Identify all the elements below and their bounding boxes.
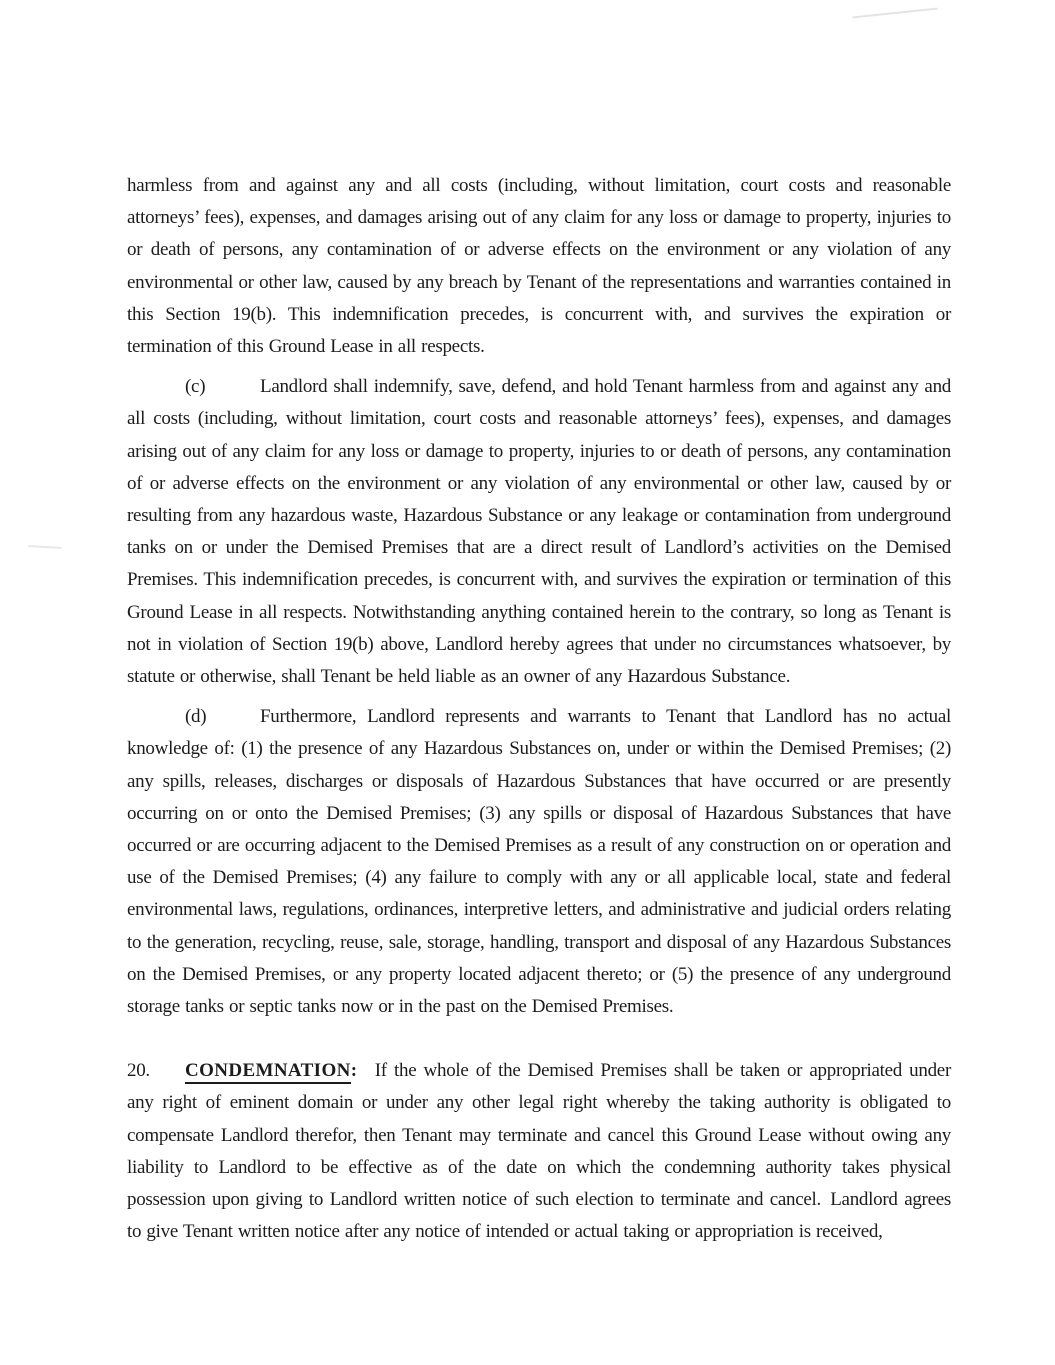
section-20-heading: CONDEMNATION (185, 1060, 351, 1084)
paragraph-19d (127, 701, 951, 1023)
paragraph-19b-continuation: harmless from and against any and all costs (including, without limitation, court costs and reasonable attorneys’ fees), expenses, and damages arising out of any claim for any loss or damage to property, injuries to or death of persons, any contamination of or adverse effects on the environment or any violation of any environmental or other law, caused by any breach by Tenant of the representations and warranties contained in this Section 19(b). This indemnification precedes, is concurrent with, and survives the expiration or termination of this Ground Lease in all respects. (127, 175, 951, 358)
scan-artifact (28, 545, 62, 549)
paragraph-19d-label: (d) (185, 706, 207, 728)
paragraph-19d-text: Furthermore, Landlord represents and warrants to Tenant that Landlord has no actual knowledge of: (1) the presence of any Hazardous Substances on, under or within the Demised Premises; (2) any spills, releases, discharges or disposals of Hazardous Substances that have occurred or are presently occurring on or onto the Demised Premises; (3) any spills or disposal of Hazardous Substances that have occurred or are occurring adjacent to the Demised Premises as a result of any construction on or operation and use of the Demised Premises; (4) any failure to comply with any or all applicable local, state and federal environmental laws, regulations, ordinances, interpretive letters, and administrative and judicial orders relating to the generation, recycling, reuse, sale, storage, handling, transport and disposal of any Hazardous Substances on the Demised Premises, or any property located adjacent thereto; or (5) the presence of any underground storage tanks or septic tanks now or in the past on the Demised Premises. (127, 706, 951, 1018)
paragraph-19c-label: (c) (185, 376, 206, 398)
section-20-number: 20. (127, 1060, 150, 1082)
section-20-heading-colon: : (350, 1060, 357, 1082)
scan-artifact (852, 8, 938, 19)
document-text-block (127, 170, 951, 1249)
section-20-condemnation (127, 1055, 951, 1248)
section-20-text: If the whole of the Demised Premises shall be taken or appropriated under any right of eminent domain or under any other legal right whereby the taking authority is obligated to compensate Landlord therefor, then Tenant may terminate and cancel this Ground Lease without owing any liability to Landlord to be effective as of the date on which the condemning authority takes physical possession upon giving to Landlord written notice of such election to terminate and cancel. Landlord agrees to give Tenant written notice after any notice of intended or actual taking or appropriation is received, (127, 1060, 951, 1243)
paragraph-19c (127, 371, 951, 693)
paragraph-19c-text: Landlord shall indemnify, save, defend, and hold Tenant harmless from and against any and all costs (including, without limitation, court costs and reasonable attorneys’ fees), expenses, and damages arising out of any claim for any loss or damage to property, injuries to or death of persons, any contamination of or adverse effects on the environment or any violation of any environmental or other law, caused by or resulting from any hazardous waste, Hazardous Substance or any leakage or contamination from underground tanks on or under the Demised Premises that are a direct result of Landlord’s activities on the Demised Premises. This indemnification precedes, is concurrent with, and survives the expiration or termination of this Ground Lease in all respects. Notwithstanding anything contained herein to the contrary, so long as Tenant is not in violation of Section 19(b) above, Landlord hereby agrees that under no circumstances whatsoever, by statute or otherwise, shall Tenant be held liable as an owner of any Hazardous Substance. (127, 376, 951, 688)
